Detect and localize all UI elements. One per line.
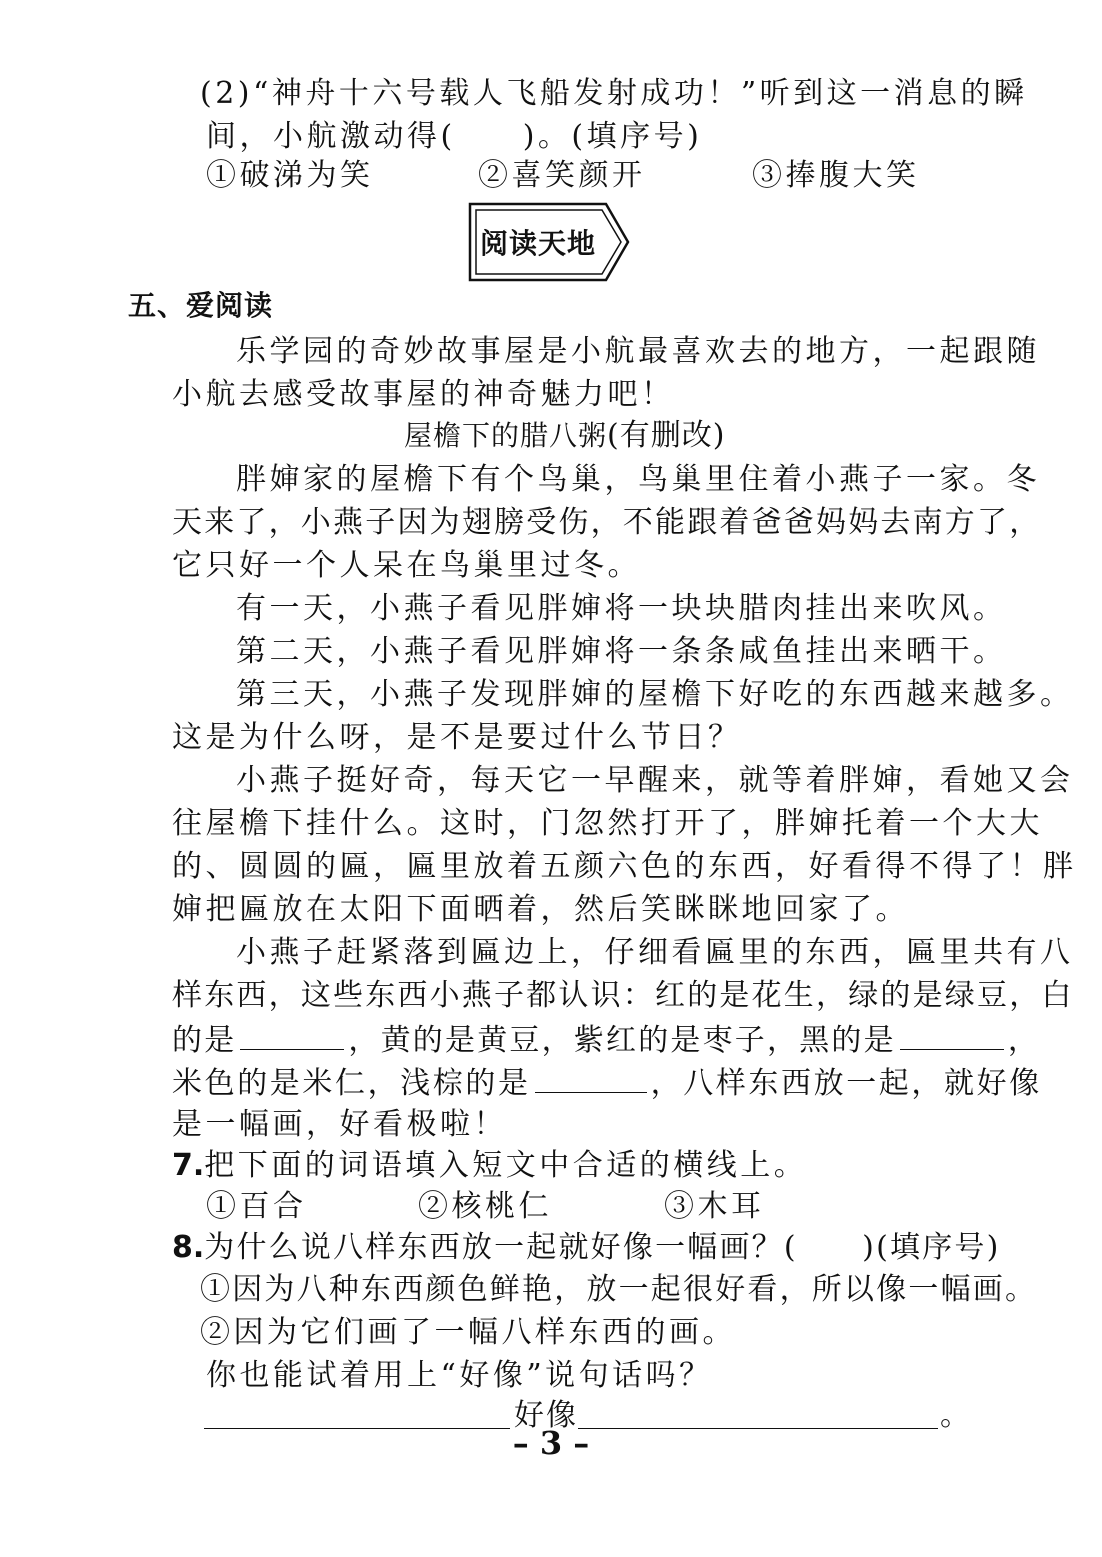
page-number: – 3 – xyxy=(512,1424,590,1462)
story-line: 这是为什么呀，是不是要过什么节日？ xyxy=(172,720,742,755)
q7-option-2: ②核桃仁 xyxy=(418,1189,552,1224)
story-text: ， xyxy=(1007,1023,1041,1058)
story-title-note: (有删改) xyxy=(607,418,726,453)
section-title: 五、爱阅读 xyxy=(128,289,274,322)
reading-banner-label: 阅读天地 xyxy=(479,227,596,260)
q8-option-1: ①因为八种东西颜色鲜艳，放一起很好看，所以像一幅画。 xyxy=(200,1272,1038,1307)
story-text: ，黄的是黄豆，紫红的是枣子，黑的是 xyxy=(348,1023,896,1058)
story-line: 第三天，小燕子发现胖婶的屋檐下好吃的东西越来越多。 xyxy=(236,677,1074,712)
story-line: 小燕子挺好奇，每天它一早醒来，就等着胖婶，看她又会 xyxy=(236,763,1074,798)
story-line: 的、圆圆的匾，匾里放着五颜六色的东西，好看得不得了！胖 xyxy=(172,849,1077,884)
answer-blank[interactable] xyxy=(240,1019,344,1050)
story-line: 胖婶家的屋檐下有个鸟巢，鸟巢里住着小燕子一家。冬 xyxy=(236,462,1040,497)
q8-prompt: 你也能试着用上“好像”说句话吗？ xyxy=(206,1358,713,1393)
q8-number: 8. xyxy=(172,1230,205,1265)
story-line: 有一天，小燕子看见胖婶将一块块腊肉挂出来吹风。 xyxy=(236,591,1007,626)
story-line: 往屋檐下挂什么。这时，门忽然打开了，胖婶托着一个大大 xyxy=(172,806,1043,841)
story-line: 第二天，小燕子看见胖婶将一条条咸鱼挂出来晒干。 xyxy=(236,634,1007,669)
story-text: 米色的是米仁，浅棕的是 xyxy=(172,1066,531,1101)
story-line: 样东西，这些东西小燕子都认识：红的是花生，绿的是绿豆，白 xyxy=(172,978,1074,1013)
story-text: ，八样东西放一起，就好像 xyxy=(650,1066,1042,1101)
answer-blank[interactable] xyxy=(900,1019,1004,1050)
story-line: 婶把匾放在太阳下面晒着，然后笑眯眯地回家了。 xyxy=(172,892,909,927)
q2-line1: (2)“神舟十六号载人飞船发射成功！”听到这一消息的瞬 xyxy=(200,76,1028,111)
q7 xyxy=(172,1146,807,1186)
q7-number: 7. xyxy=(172,1148,205,1183)
q8 xyxy=(172,1228,1001,1268)
story-title-text: 屋檐下的腊八粥 xyxy=(404,419,608,452)
intro-line-2: 小航去感受故事屋的神奇魅力吧！ xyxy=(172,377,675,412)
story-title xyxy=(404,416,725,456)
q7-text: 把下面的词语填入短文中合适的横线上。 xyxy=(204,1148,808,1183)
story-blank-line-1 xyxy=(172,1019,1040,1061)
story-line: 它只好一个人呆在鸟巢里过冬。 xyxy=(172,548,641,583)
answer-blank[interactable] xyxy=(535,1062,647,1093)
q2-option-3: ③捧腹大笑 xyxy=(752,158,920,193)
answer-end-period: 。 xyxy=(940,1398,974,1433)
story-line: 天来了，小燕子因为翅膀受伤，不能跟着爸爸妈妈去南方了， xyxy=(172,505,1042,540)
q8-option-2: ②因为它们画了一幅八样东西的画。 xyxy=(200,1315,736,1350)
intro-line-1: 乐学园的奇妙故事屋是小航最喜欢去的地方，一起跟随 xyxy=(236,334,1040,369)
answer-haoxiang: 好像 xyxy=(514,1398,578,1433)
story-line: 是一幅画，好看极啦！ xyxy=(172,1107,507,1142)
q2-option-2: ②喜笑颜开 xyxy=(478,158,646,193)
story-text: 的是 xyxy=(172,1023,237,1058)
q8-text: 为什么说八样东西放一起就好像一幅画？( )(填序号) xyxy=(204,1230,1001,1265)
q7-option-1: ①百合 xyxy=(206,1189,307,1224)
q2-option-1: ①破涕为笑 xyxy=(206,158,374,193)
q7-option-3: ③木耳 xyxy=(664,1189,765,1224)
q2-line2: 间，小航激动得( )。(填序号) xyxy=(206,119,703,154)
story-line: 小燕子赶紧落到匾边上，仔细看匾里的东西，匾里共有八 xyxy=(236,935,1074,970)
story-blank-line-2 xyxy=(172,1062,1042,1104)
